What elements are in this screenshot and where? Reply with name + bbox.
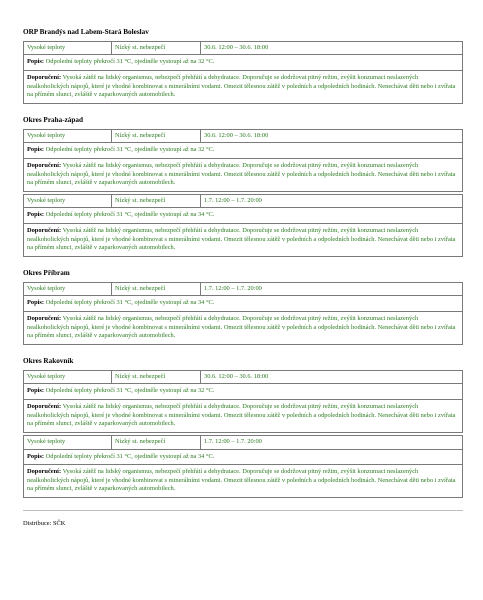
warning-header-row [24, 130, 462, 144]
warning-level: Nízký st. nebezpečí [111, 371, 200, 384]
warning-header-row [24, 195, 462, 209]
region-title: Okres Rakovník [23, 356, 74, 365]
warning-level: Nízký st. nebezpečí [111, 283, 200, 296]
warning-recommendation [24, 400, 462, 432]
warning-level: Nízký st. nebezpečí [111, 42, 200, 55]
recommendation-text: Vysoká zátěž na lidský organismus, nebezpečí přehřátí a dehydratace. Doporučuje se dodržovat pitný režim, zvýšit konzumaci neslazených nealkoholických nápojů, které je vhodné kombinovat s minerálními vodami. Omezit tělesnou zátěž v poledních a odpoledních hodinách. Nenechávat děti nebo i zvířata na přímém slunci, zvláště v zaparkovaných automobilech. [27, 161, 456, 187]
region-section [23, 116, 463, 257]
warning-level: Nízký st. nebezpečí [111, 436, 200, 449]
warning-type: Vysoké teploty [27, 196, 66, 204]
warning-box [23, 194, 463, 257]
warning-period: 30.6. 12:00 – 30.6. 18:00 [200, 130, 462, 143]
description-label: Popis: [27, 58, 45, 66]
warning-description [24, 143, 462, 159]
recommendation-label: Doporučení: [27, 468, 62, 476]
warning-level: Nízký st. nebezpečí [111, 195, 200, 208]
warning-description [24, 450, 462, 466]
regions-list [23, 28, 463, 498]
recommendation-label: Doporučení: [27, 227, 62, 235]
region-title: Okres Praha-západ [23, 115, 83, 124]
description-text: Odpolední teploty překročí 31 °C, ojediněle vystoupí až na 34 °C. [44, 452, 215, 460]
description-label: Popis: [27, 387, 45, 395]
recommendation-text: Vysoká zátěž na lidský organismus, nebezpečí přehřátí a dehydratace. Doporučuje se dodržovat pitný režim, zvýšit konzumaci neslazených nealkoholických nápojů, které je vhodné kombinovat s minerálními vodami. Omezit tělesnou zátěž v poledních a odpoledních hodinách. Nenechávat děti nebo i zvířata na přímém slunci, zvláště v zaparkovaných automobilech. [27, 402, 456, 428]
warning-box [23, 129, 463, 192]
description-text: Odpolední teploty překročí 31 °C, ojediněle vystoupí až na 32 °C. [44, 146, 215, 154]
warnings-document [23, 28, 463, 529]
warning-type: Vysoké teploty [27, 437, 66, 445]
warning-box [23, 435, 463, 498]
warning-period: 30.6. 12:00 – 30.6. 18:00 [200, 42, 462, 55]
warning-recommendation [24, 224, 462, 256]
warning-period: 1.7. 12:00 – 1.7. 20:00 [200, 195, 462, 208]
warning-description [24, 208, 462, 224]
warning-type: Vysoké teploty [27, 43, 66, 51]
divider [23, 510, 463, 511]
description-label: Popis: [27, 452, 45, 460]
warning-type: Vysoké teploty [27, 372, 66, 380]
recommendation-label: Doporučení: [27, 315, 62, 323]
region-section [23, 357, 463, 498]
region-title: Okres Příbram [23, 269, 70, 278]
warning-header-row [24, 283, 462, 297]
warning-period: 1.7. 12:00 – 1.7. 20:00 [200, 436, 462, 449]
recommendation-label: Doporučení: [27, 402, 62, 410]
distribution-note: Distribuce: SČK [23, 520, 66, 528]
warning-type: Vysoké teploty [27, 284, 66, 292]
warning-header-row [24, 42, 462, 56]
warning-recommendation [24, 71, 462, 103]
recommendation-label: Doporučení: [27, 161, 62, 169]
warning-period: 30.6. 12:00 – 30.6. 18:00 [200, 371, 462, 384]
description-text: Odpolední teploty překročí 31 °C, ojediněle vystoupí až na 34 °C. [44, 211, 215, 219]
warning-description [24, 296, 462, 312]
description-text: Odpolední teploty překročí 31 °C, ojediněle vystoupí až na 34 °C. [44, 299, 215, 307]
warning-recommendation [24, 159, 462, 191]
warning-header-row [24, 371, 462, 385]
warning-type: Vysoké teploty [27, 131, 66, 139]
description-label: Popis: [27, 299, 45, 307]
warning-level: Nízký st. nebezpečí [111, 130, 200, 143]
warning-period: 1.7. 12:00 – 1.7. 20:00 [200, 283, 462, 296]
description-label: Popis: [27, 146, 45, 154]
recommendation-text: Vysoká zátěž na lidský organismus, nebezpečí přehřátí a dehydratace. Doporučuje se dodržovat pitný režim, zvýšit konzumaci neslazených nealkoholických nápojů, které je vhodné kombinovat s minerálními vodami. Omezit tělesnou zátěž v poledních a odpoledních hodinách. Nenechávat děti nebo i zvířata na přímém slunci, zvláště v zaparkovaných automobilech. [27, 74, 456, 99]
recommendation-text: Vysoká zátěž na lidský organismus, nebezpečí přehřátí a dehydratace. Doporučuje se dodržovat pitný režim, zvýšit konzumaci neslazených nealkoholických nápojů, které je vhodné kombinovat s minerálními vodami. Omezit tělesnou zátěž v poledních a odpoledních hodinách. Nenechávat děti nebo i zvířata na přímém slunci, zvláště v zaparkovaných automobilech. [27, 315, 456, 340]
region-section [23, 28, 463, 104]
region-title: ORP Brandýs nad Labem-Stará Boleslav [23, 28, 149, 36]
warning-recommendation [24, 312, 462, 344]
warning-description [24, 384, 462, 400]
recommendation-text: Vysoká zátěž na lidský organismus, nebezpečí přehřátí a dehydratace. Doporučuje se dodržovat pitný režim, zvýšit konzumaci neslazených nealkoholických nápojů, které je vhodné kombinovat s minerálními vodami. Omezit tělesnou zátěž v poledních a odpoledních hodinách. Nenechávat děti nebo i zvířata na přímém slunci, zvláště v zaparkovaných automobilech. [27, 468, 456, 493]
region-section [23, 269, 463, 345]
warning-box [23, 370, 463, 433]
warning-header-row [24, 436, 462, 450]
description-text: Odpolední teploty překročí 31 °C, ojediněle vystoupí až na 32 °C. [44, 387, 215, 395]
warning-box [23, 282, 463, 345]
warning-box [23, 41, 463, 104]
warning-description [24, 55, 462, 71]
recommendation-text: Vysoká zátěž na lidský organismus, nebezpečí přehřátí a dehydratace. Doporučuje se dodržovat pitný režim, zvýšit konzumaci neslazených nealkoholických nápojů, které je vhodné kombinovat s minerálními vodami. Omezit tělesnou zátěž v poledních a odpoledních hodinách. Nenechávat děti nebo i zvířata na přímém slunci, zvláště v zaparkovaných automobilech. [27, 227, 456, 252]
recommendation-label: Doporučení: [27, 74, 62, 81]
description-label: Popis: [27, 211, 45, 219]
description-text: Odpolední teploty překročí 31 °C, ojediněle vystoupí až na 32 °C. [44, 58, 215, 66]
warning-recommendation [24, 465, 462, 497]
